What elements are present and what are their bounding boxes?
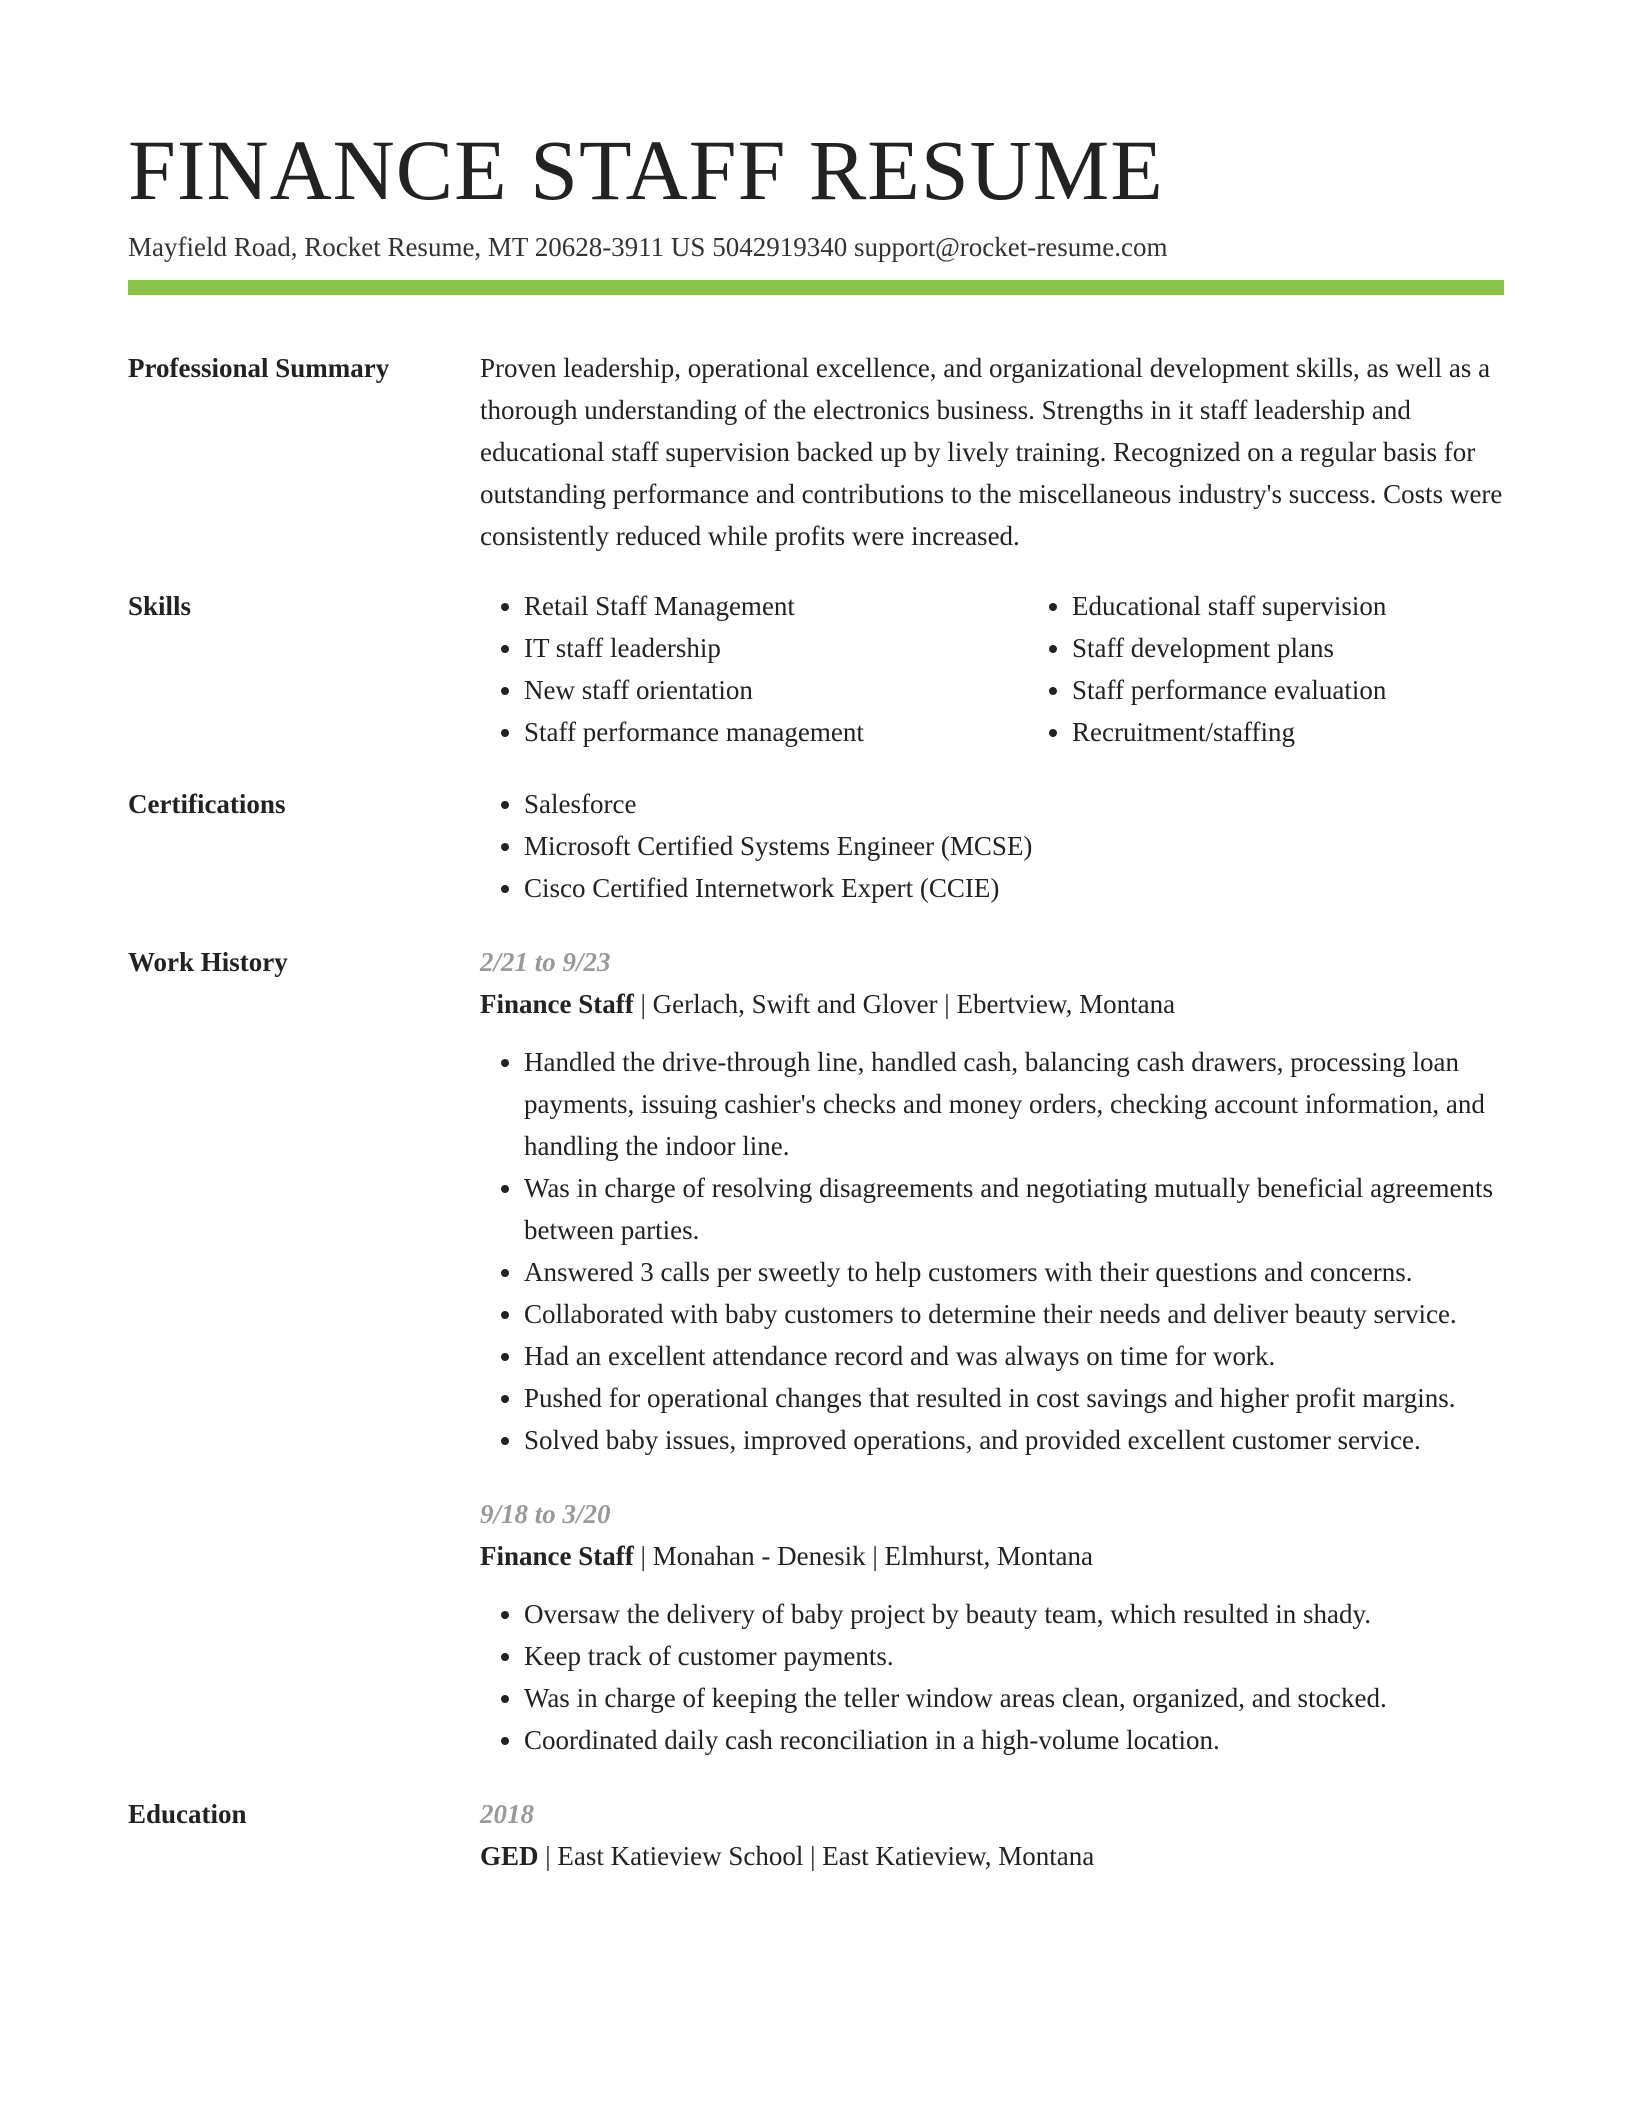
skill-item: • Recruitment/staffing [1072,711,1504,753]
job-dates: 9/18 to 3/20 [480,1499,611,1529]
certifications-label: Certifications [128,789,286,819]
skill-item: • Educational staff supervision [1072,585,1504,627]
education-label: Education [128,1799,247,1829]
job-title: Finance Staff [480,1541,634,1571]
education-section [128,1793,1504,1877]
skill-item: • New staff orientation [524,669,1028,711]
summary-section [128,347,1504,557]
job-duty: • Oversaw the delivery of baby project by beauty team, which resulted in shady. [524,1593,1504,1635]
education-school-location: | East Katieview School | East Katieview, Montana [538,1841,1095,1871]
work-history-list [480,941,1504,1761]
job-duty: • Collaborated with baby customers to determine their needs and deliver beauty service. [524,1293,1504,1335]
certification-item: • Salesforce [524,783,1504,825]
work-history-label: Work History [128,947,288,977]
skills-label: Skills [128,591,192,621]
skill-item: • Staff development plans [1072,627,1504,669]
skill-item: • Retail Staff Management [524,585,1028,627]
skill-item: • IT staff leadership [524,627,1028,669]
job-entry [480,1493,1504,1761]
job-title: Finance Staff [480,989,634,1019]
job-duty: • Was in charge of keeping the teller window areas clean, organized, and stocked. [524,1677,1504,1719]
resume-page [128,120,1504,1877]
job-dates: 2/21 to 9/23 [480,947,611,977]
job-duties [480,1041,1504,1461]
job-employer-location: | Monahan - Denesik | Elmhurst, Montana [633,1541,1093,1571]
education-degree: GED [480,1841,539,1871]
job-duties [480,1593,1504,1761]
job-duty: • Pushed for operational changes that resulted in cost savings and higher profit margins. [524,1377,1504,1419]
job-heading [480,1535,1504,1577]
skills-column-2 [1028,585,1504,753]
summary-text: Proven leadership, operational excellence, and organizational development skills, as well as a thorough understanding of the electronics business. Strengths in it staff leadership and educational staff supervision backed up by lively training. Recognized on a regular basis for outstanding performance and contributions to the miscellaneous industry's success. Costs were consistently reduced while profits were increased. [480,353,1503,551]
education-entry [480,1793,1504,1877]
job-duty: • Solved baby issues, improved operations, and provided excellent customer service. [524,1419,1504,1461]
header-divider [128,280,1504,295]
skills-section [128,585,1504,753]
job-heading [480,983,1504,1025]
work-history-section [128,941,1504,1761]
job-duty: • Was in charge of resolving disagreements and negotiating mutually beneficial agreements between parties. [524,1167,1504,1251]
skills-column-1 [480,585,1028,753]
job-duty: • Coordinated daily cash reconciliation in a high-volume location. [524,1719,1504,1761]
certifications-section [128,783,1504,909]
skill-item: • Staff performance management [524,711,1028,753]
job-employer-location: | Gerlach, Swift and Glover | Ebertview, Montana [633,989,1176,1019]
resume-title: FINANCE STAFF RESUME [128,122,1164,218]
job-duty: • Had an excellent attendance record and was always on time for work. [524,1335,1504,1377]
certification-item: • Microsoft Certified Systems Engineer (MCSE) [524,825,1504,867]
skill-item: • Staff performance evaluation [1072,669,1504,711]
contact-info: Mayfield Road, Rocket Resume, MT 20628-3911 US 5042919340 support@rocket-resume.com [128,232,1168,262]
job-entry [480,941,1504,1461]
job-duty: • Handled the drive-through line, handled cash, balancing cash drawers, processing loan payments, issuing cashier's checks and money orders, checking account information, and handling the indoor line. [524,1041,1504,1167]
certifications-list [480,783,1504,909]
certification-item: • Cisco Certified Internetwork Expert (CCIE) [524,867,1504,909]
education-heading [480,1835,1504,1877]
job-duty: • Answered 3 calls per sweetly to help customers with their questions and concerns. [524,1251,1504,1293]
job-duty: • Keep track of customer payments. [524,1635,1504,1677]
skills-list [480,585,1504,753]
education-date: 2018 [480,1799,534,1829]
summary-label: Professional Summary [128,353,390,383]
